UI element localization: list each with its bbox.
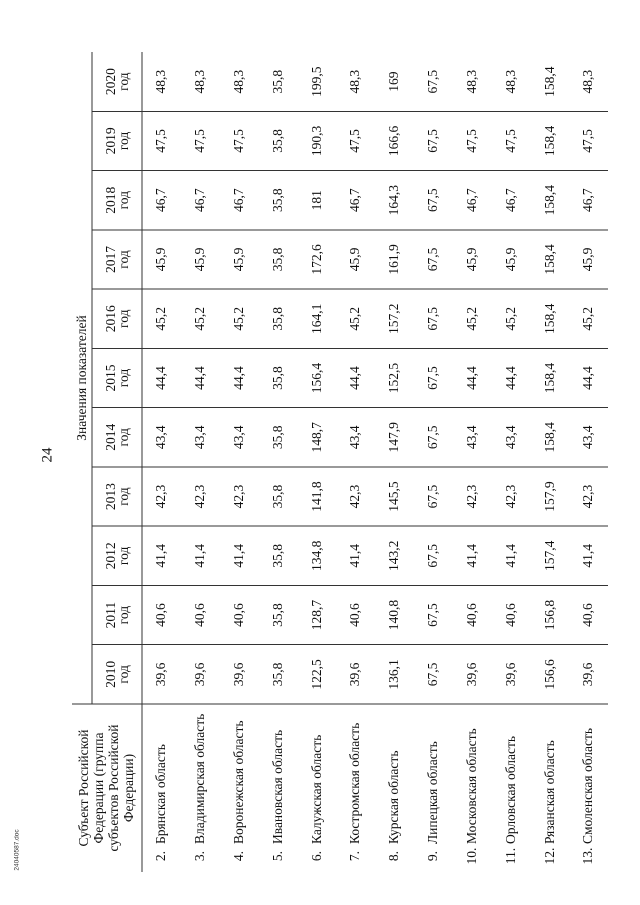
table-cell: 172,6 xyxy=(308,244,324,275)
table-cell: 39,6 xyxy=(153,662,169,687)
row-number: 11. xyxy=(502,847,518,865)
table-cell: 42,3 xyxy=(580,484,596,509)
table-cell: 47,5 xyxy=(192,129,208,153)
table-cell: 48,3 xyxy=(192,69,208,94)
table-cell: 46,7 xyxy=(230,188,246,213)
table-cell: 35,8 xyxy=(269,662,285,687)
region-name: Рязанская область xyxy=(541,740,557,844)
table-cell: 45,9 xyxy=(463,247,479,272)
document-page xyxy=(72,52,608,872)
table-cell: 45,9 xyxy=(502,247,518,272)
row-header xyxy=(569,700,608,872)
subject-header-line: Федерации) xyxy=(120,753,136,823)
table-cell: 43,4 xyxy=(192,425,208,450)
table-cell: 47,5 xyxy=(502,129,518,153)
table-cell: 45,2 xyxy=(463,306,479,331)
region-name: Калужская область xyxy=(308,734,324,844)
table-cell: 35,8 xyxy=(269,129,285,153)
table-cell: 46,7 xyxy=(463,188,479,213)
table-cell: 158,4 xyxy=(541,244,557,275)
table-cell: 41,4 xyxy=(347,544,363,568)
table-cell: 48,3 xyxy=(347,69,363,94)
table-cell: 41,4 xyxy=(230,544,246,568)
table-cell: 166,6 xyxy=(386,125,402,157)
table-cell: 35,8 xyxy=(269,188,285,213)
year-column-header xyxy=(92,52,142,111)
year-word: год xyxy=(116,428,131,447)
table-cell: 143,2 xyxy=(386,540,402,572)
table-cell: 145,5 xyxy=(386,481,402,512)
table-cell: 40,6 xyxy=(153,603,169,627)
region-name: Владимирская область xyxy=(192,713,208,844)
table-cell: 48,3 xyxy=(502,69,518,94)
table-cell: 158,4 xyxy=(541,125,557,157)
table-cell: 136,1 xyxy=(386,659,402,690)
year-label: 2010 xyxy=(102,660,118,688)
year-column-header xyxy=(92,645,142,704)
page-number: 24 xyxy=(39,447,56,463)
year-column-header xyxy=(92,111,142,170)
table-cell: 67,5 xyxy=(425,425,441,450)
row-number: 2. xyxy=(153,850,169,862)
table-cell: 147,9 xyxy=(386,422,402,453)
subject-header-line: Субъект Российской xyxy=(76,729,92,847)
table-cell: 45,9 xyxy=(192,247,208,272)
table-cell: 67,5 xyxy=(425,247,441,272)
table-cell: 47,5 xyxy=(580,129,596,153)
region-name: Брянская область xyxy=(153,744,169,844)
table-cell: 41,4 xyxy=(580,544,596,568)
table-cell: 39,6 xyxy=(192,662,208,687)
table-cell: 67,5 xyxy=(425,366,441,390)
row-header xyxy=(414,700,453,872)
table-cell: 39,6 xyxy=(463,662,479,687)
table-cell: 40,6 xyxy=(230,603,246,627)
table-cell: 46,7 xyxy=(192,188,208,213)
table-cell: 39,6 xyxy=(230,662,246,687)
table-cell: 39,6 xyxy=(347,662,363,687)
row-header xyxy=(297,700,336,872)
table-cell: 43,4 xyxy=(347,425,363,450)
table-cell: 67,5 xyxy=(425,129,441,153)
table-cell: 67,5 xyxy=(425,69,441,94)
table-cell: 43,4 xyxy=(230,425,246,450)
table-cell: 169 xyxy=(386,71,402,92)
subject-header-line: субъектов Российской xyxy=(106,724,121,852)
table-cell: 156,6 xyxy=(541,659,557,690)
table-cell: 44,4 xyxy=(502,366,518,390)
table-cell: 48,3 xyxy=(580,69,596,94)
table-cell: 41,4 xyxy=(463,544,479,568)
table-cell: 45,2 xyxy=(230,306,246,331)
table-cell: 35,8 xyxy=(269,484,285,509)
table-cell: 45,2 xyxy=(192,306,208,331)
row-number: 6. xyxy=(308,850,324,862)
table-cell: 47,5 xyxy=(153,129,169,153)
table-cell: 45,2 xyxy=(153,306,169,331)
table-cell: 48,3 xyxy=(230,69,246,94)
table-cell: 43,4 xyxy=(580,425,596,450)
table-cell: 40,6 xyxy=(463,603,479,627)
row-header xyxy=(453,700,492,872)
table-cell: 67,5 xyxy=(425,662,441,687)
table-cell: 48,3 xyxy=(463,69,479,94)
table-cell: 41,4 xyxy=(192,544,208,568)
table-cell: 67,5 xyxy=(425,603,441,627)
table-cell: 47,5 xyxy=(230,129,246,153)
table-cell: 44,4 xyxy=(230,366,246,390)
year-column-header xyxy=(92,585,142,644)
table-cell: 44,4 xyxy=(463,366,479,390)
table-cell: 43,4 xyxy=(502,425,518,450)
region-name: Липецкая область xyxy=(425,741,441,844)
table-cell: 157,2 xyxy=(386,303,402,334)
table-cell: 141,8 xyxy=(308,481,324,512)
region-name: Орловская область xyxy=(502,735,518,844)
subject-header-line: Федерации (группа xyxy=(91,732,107,844)
table-cell: 164,3 xyxy=(386,185,402,216)
table-cell: 45,2 xyxy=(580,306,596,331)
table-cell: 35,8 xyxy=(269,425,285,450)
indicator-table xyxy=(72,52,608,872)
table-cell: 43,4 xyxy=(463,425,479,450)
year-word: год xyxy=(116,309,131,328)
table-cell: 45,2 xyxy=(502,306,518,331)
row-number: 10. xyxy=(463,847,479,865)
year-word: год xyxy=(116,190,131,210)
table-cell: 158,4 xyxy=(541,422,557,453)
table-cell: 42,3 xyxy=(230,484,246,509)
table-cell: 46,7 xyxy=(347,188,363,213)
year-label: 2012 xyxy=(102,542,118,570)
table-cell: 46,7 xyxy=(502,188,518,213)
table-cell: 45,9 xyxy=(347,247,363,272)
row-header xyxy=(492,700,531,872)
table-cell: 67,5 xyxy=(425,484,441,509)
table-cell: 44,4 xyxy=(580,366,596,390)
year-column-header xyxy=(92,467,142,526)
table-cell: 158,4 xyxy=(541,66,557,97)
year-column-header xyxy=(92,289,142,348)
table-cell: 40,6 xyxy=(502,603,518,627)
table-cell: 46,7 xyxy=(580,188,596,213)
year-label: 2018 xyxy=(102,186,118,214)
region-name: Курская область xyxy=(386,750,402,844)
table-cell: 35,8 xyxy=(269,69,285,94)
table-cell: 156,8 xyxy=(541,599,557,631)
row-number: 9. xyxy=(425,850,441,862)
row-number: 5. xyxy=(269,850,285,862)
row-header xyxy=(530,700,569,872)
region-name: Костромская область xyxy=(347,722,363,844)
table-cell: 181 xyxy=(308,190,324,211)
table-cell: 157,9 xyxy=(541,481,557,512)
row-number: 13. xyxy=(580,847,596,865)
table-cell: 67,5 xyxy=(425,188,441,213)
table-cell: 44,4 xyxy=(153,366,169,390)
row-header xyxy=(336,700,375,872)
year-word: год xyxy=(116,250,131,269)
table-cell: 42,3 xyxy=(502,484,518,509)
table-cell: 156,4 xyxy=(308,362,324,394)
row-number: 12. xyxy=(541,847,557,865)
row-header xyxy=(142,700,181,872)
row-header xyxy=(375,700,414,872)
year-label: 2017 xyxy=(102,245,118,273)
table-cell: 47,5 xyxy=(347,129,363,153)
row-header xyxy=(181,700,220,872)
table-cell: 39,6 xyxy=(580,662,596,687)
table-cell: 45,9 xyxy=(580,247,596,272)
table-cell: 35,8 xyxy=(269,544,285,568)
table-cell: 43,4 xyxy=(153,425,169,450)
table-cell: 42,3 xyxy=(463,484,479,509)
table-cell: 152,5 xyxy=(386,362,402,394)
region-name: Московская область xyxy=(463,728,479,844)
row-number: 8. xyxy=(386,850,402,862)
year-column-header xyxy=(92,408,142,467)
year-column-header xyxy=(92,230,142,289)
table-cell: 44,4 xyxy=(347,366,363,390)
values-group-header: Значения показателей xyxy=(73,315,89,441)
table-cell: 35,8 xyxy=(269,306,285,331)
table-cell: 48,3 xyxy=(153,69,169,94)
subject-column-header xyxy=(72,704,142,872)
year-word: год xyxy=(116,131,131,151)
table-cell: 157,4 xyxy=(541,540,557,572)
table-cell: 45,2 xyxy=(347,306,363,331)
table-cell: 148,7 xyxy=(308,422,324,453)
table-cell: 44,4 xyxy=(192,366,208,390)
table-cell: 40,6 xyxy=(347,603,363,627)
table-cell: 42,3 xyxy=(192,484,208,509)
year-word: год xyxy=(116,605,131,625)
table-cell: 39,6 xyxy=(502,662,518,687)
table-cell: 47,5 xyxy=(463,129,479,153)
table-cell: 45,9 xyxy=(230,247,246,272)
table-cell: 35,8 xyxy=(269,247,285,272)
table-cell: 67,5 xyxy=(425,544,441,568)
table-cell: 158,4 xyxy=(541,185,557,216)
row-number: 3. xyxy=(192,850,208,862)
table-cell: 40,6 xyxy=(580,603,596,627)
table-cell: 67,5 xyxy=(425,306,441,331)
table-cell: 35,8 xyxy=(269,366,285,390)
table-cell: 35,8 xyxy=(269,603,285,627)
year-column-header xyxy=(92,171,142,230)
region-name: Смоленская область xyxy=(580,727,596,844)
year-label: 2019 xyxy=(102,127,118,155)
table-cell: 40,6 xyxy=(192,603,208,627)
year-word: год xyxy=(116,72,131,91)
region-name: Ивановская область xyxy=(269,729,285,844)
table-cell: 46,7 xyxy=(153,188,169,213)
year-column-header xyxy=(92,526,142,585)
year-label: 2011 xyxy=(102,601,118,629)
year-label: 2015 xyxy=(102,364,118,392)
row-header xyxy=(220,700,259,872)
table-cell: 42,3 xyxy=(347,484,363,509)
year-label: 2016 xyxy=(102,305,118,333)
year-label: 2014 xyxy=(102,423,118,451)
table-cell: 199,5 xyxy=(308,66,324,97)
table-cell: 140,8 xyxy=(386,599,402,631)
table-cell: 164,1 xyxy=(308,303,324,334)
table-cell: 41,4 xyxy=(502,544,518,568)
year-word: год xyxy=(116,487,131,506)
row-number: 4. xyxy=(230,850,246,862)
year-word: год xyxy=(116,368,131,388)
table-cell: 128,7 xyxy=(308,599,324,631)
row-number: 7. xyxy=(347,850,363,862)
year-column-header xyxy=(92,348,142,407)
table-cell: 158,4 xyxy=(541,362,557,394)
table-cell: 158,4 xyxy=(541,303,557,334)
year-label: 2013 xyxy=(102,483,118,511)
document-code: 24040587.doc xyxy=(13,829,21,871)
table-cell: 134,8 xyxy=(308,540,324,572)
year-word: год xyxy=(116,546,131,566)
table-cell: 190,3 xyxy=(308,125,324,157)
year-word: год xyxy=(116,665,131,684)
year-label: 2020 xyxy=(102,68,118,96)
table-cell: 122,5 xyxy=(308,659,324,690)
region-name: Воронежская область xyxy=(230,720,246,844)
table-cell: 41,4 xyxy=(153,544,169,568)
table-cell: 42,3 xyxy=(153,484,169,509)
row-header xyxy=(259,700,298,872)
table-cell: 161,9 xyxy=(386,244,402,275)
table-cell: 45,9 xyxy=(153,247,169,272)
